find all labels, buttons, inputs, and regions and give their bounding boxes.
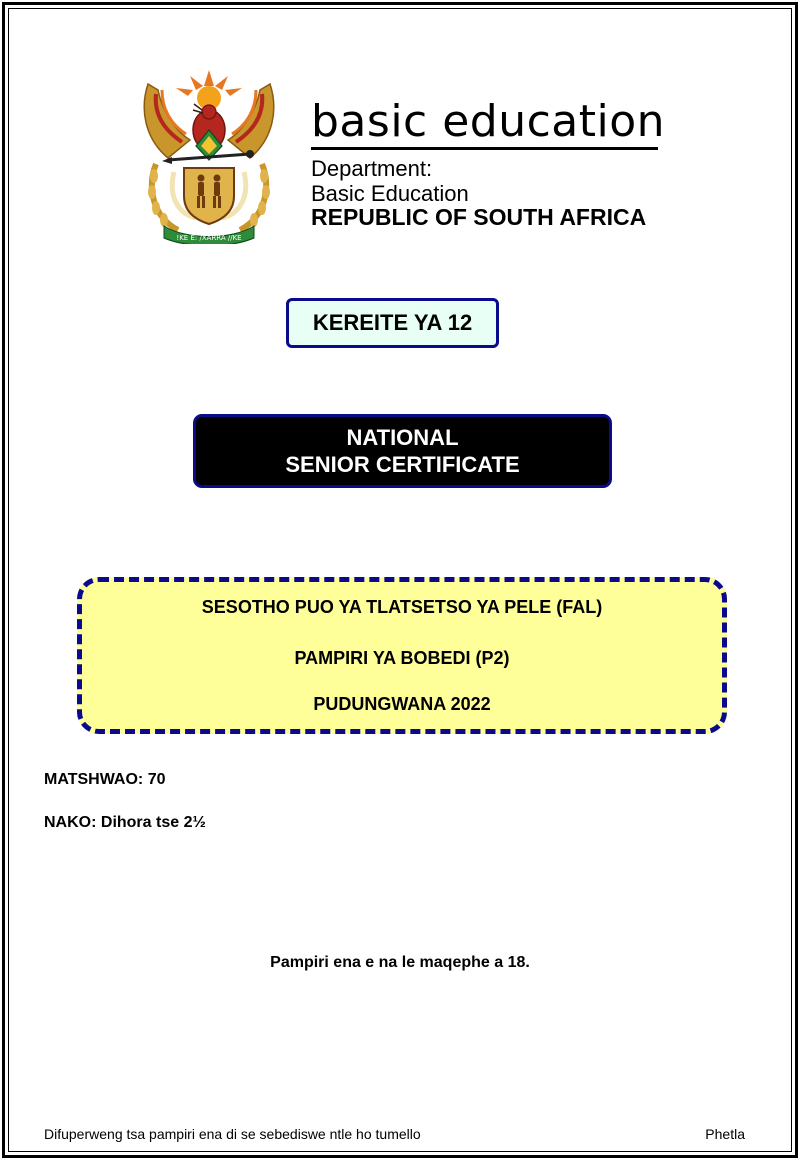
country-name: REPUBLIC OF SOUTH AFRICA	[311, 204, 647, 230]
brand-underline	[311, 147, 658, 150]
certificate-line-2: SENIOR CERTIFICATE	[285, 452, 520, 477]
copyright-notice: Difuperweng tsa pampiri ena di se sebediswe ntle ho tumello	[44, 1126, 421, 1142]
brand-title: basic education	[311, 96, 666, 147]
certificate-line-1: NATIONAL	[346, 425, 459, 450]
page-count-note: Pampiri ena e na le maqephe a 18.	[270, 954, 530, 971]
subject-title: SESOTHO PUO YA TLATSETSO YA PELE (FAL)	[201, 597, 603, 617]
grade-label: KEREITE YA 12	[312, 310, 473, 335]
department-label: Department:	[311, 156, 433, 181]
total-marks: MATSHWAO: 70	[44, 771, 166, 788]
coat-of-arms-logo	[138, 68, 280, 244]
svg-text:!KE E: /XARRA //KE: !KE E: /XARRA //KE	[176, 234, 242, 242]
grade-badge	[286, 298, 499, 348]
exam-session: PUDUNGWANA 2022	[313, 694, 491, 714]
department-name: Basic Education	[311, 181, 469, 206]
exam-details-box	[77, 577, 727, 734]
exam-duration: NAKO: Dihora tse 2½	[44, 814, 206, 831]
certificate-banner	[193, 414, 612, 488]
turn-over-label: Phetla	[705, 1126, 745, 1142]
paper-title: PAMPIRI YA BOBEDI (P2)	[294, 648, 510, 668]
